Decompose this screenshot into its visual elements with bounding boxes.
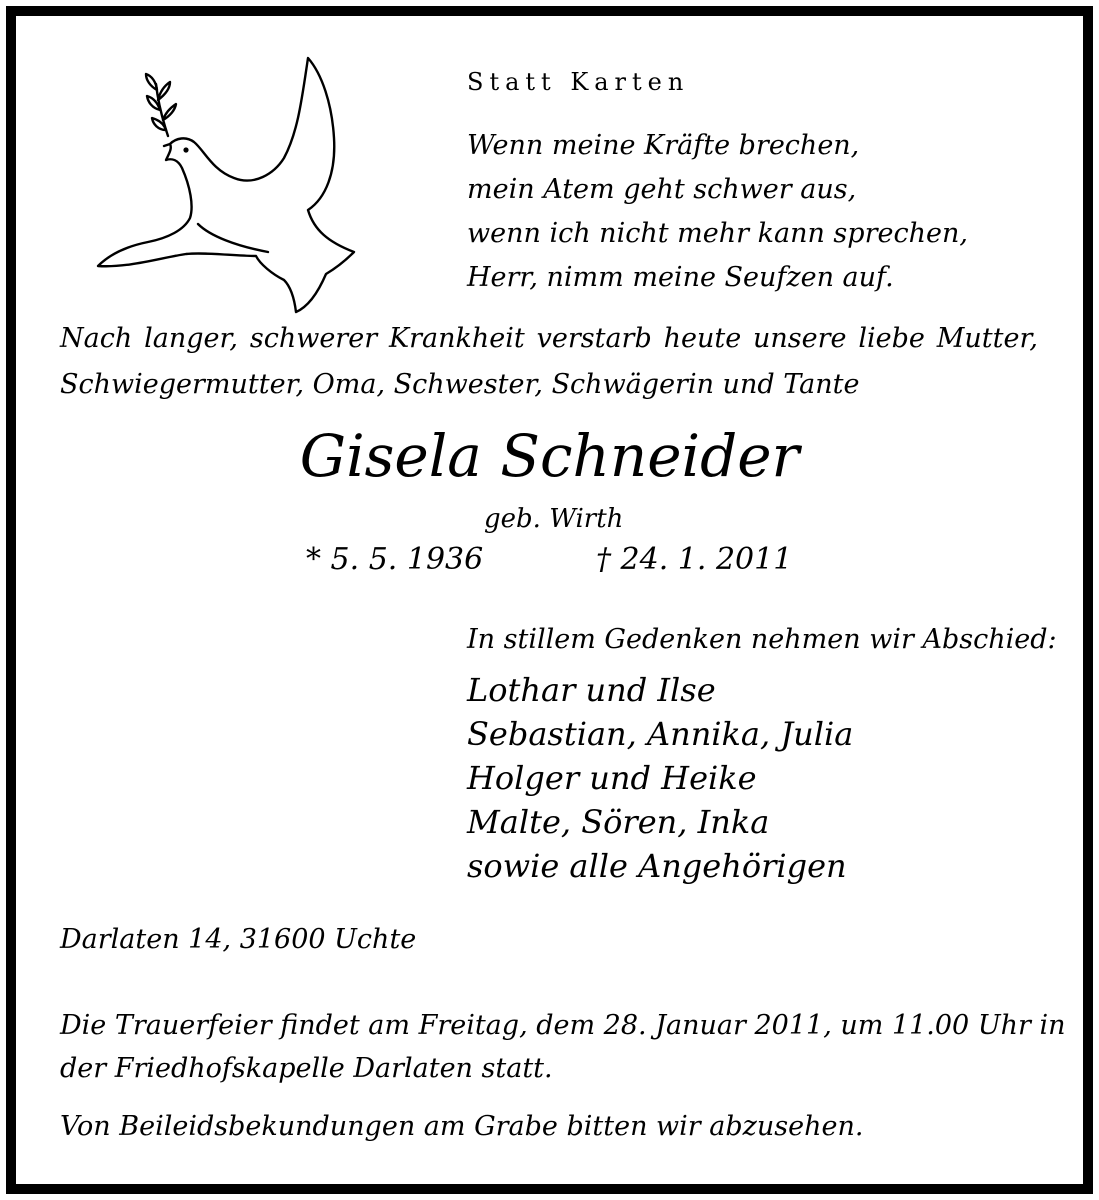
verse-line: Wenn meine Kräfte brechen, [467,130,860,161]
birth-date: * 5. 5. 1936 [306,542,484,577]
verse-line: Herr, nimm meine Seufzen auf. [467,262,894,293]
mourner-entry: Sebastian, Annika, Julia [467,715,854,753]
death-date: † 24. 1. 2011 [596,542,793,577]
maiden-name: geb. Wirth [484,504,624,534]
verse [467,124,968,300]
verse-line: mein Atem geht schwer aus, [467,174,857,205]
mourner-entry: Lothar und Ilse [467,671,716,709]
announcement-line: Nach langer, schwerer Krankheit verstarb heute unsere liebe Mutter, [60,323,1038,354]
verse-line: wenn ich nicht mehr kann sprechen, [467,218,968,249]
funeral-line: der Friedhofskapelle Darlaten statt. [60,1053,553,1084]
mourners-list [467,668,853,888]
condolence-note: Von Beileidsbekundungen am Grabe bitten wir abzusehen. [60,1111,864,1142]
deceased-name: Gisela Schneider [299,422,800,490]
funeral-info [60,1004,1065,1090]
announcement-line: Schwiegermutter, Oma, Schwester, Schwägerin und Tante [60,369,860,400]
announcement-text [60,316,1038,408]
mourner-entry: Holger und Heike [467,759,757,797]
funeral-line: Die Trauerfeier findet am Freitag, dem 28. Januar 2011, um 11.00 Uhr in [60,1010,1066,1041]
dove-icon [86,46,366,316]
family-address: Darlaten 14, 31600 Uchte [60,924,417,955]
obituary-notice [6,6,1093,1194]
notice-heading: Statt Karten [467,68,690,96]
farewell-line: In stillem Gedenken nehmen wir Abschied: [467,624,1057,655]
mourner-entry: sowie alle Angehörigen [467,847,847,885]
mourner-entry: Malte, Sören, Inka [467,803,770,841]
